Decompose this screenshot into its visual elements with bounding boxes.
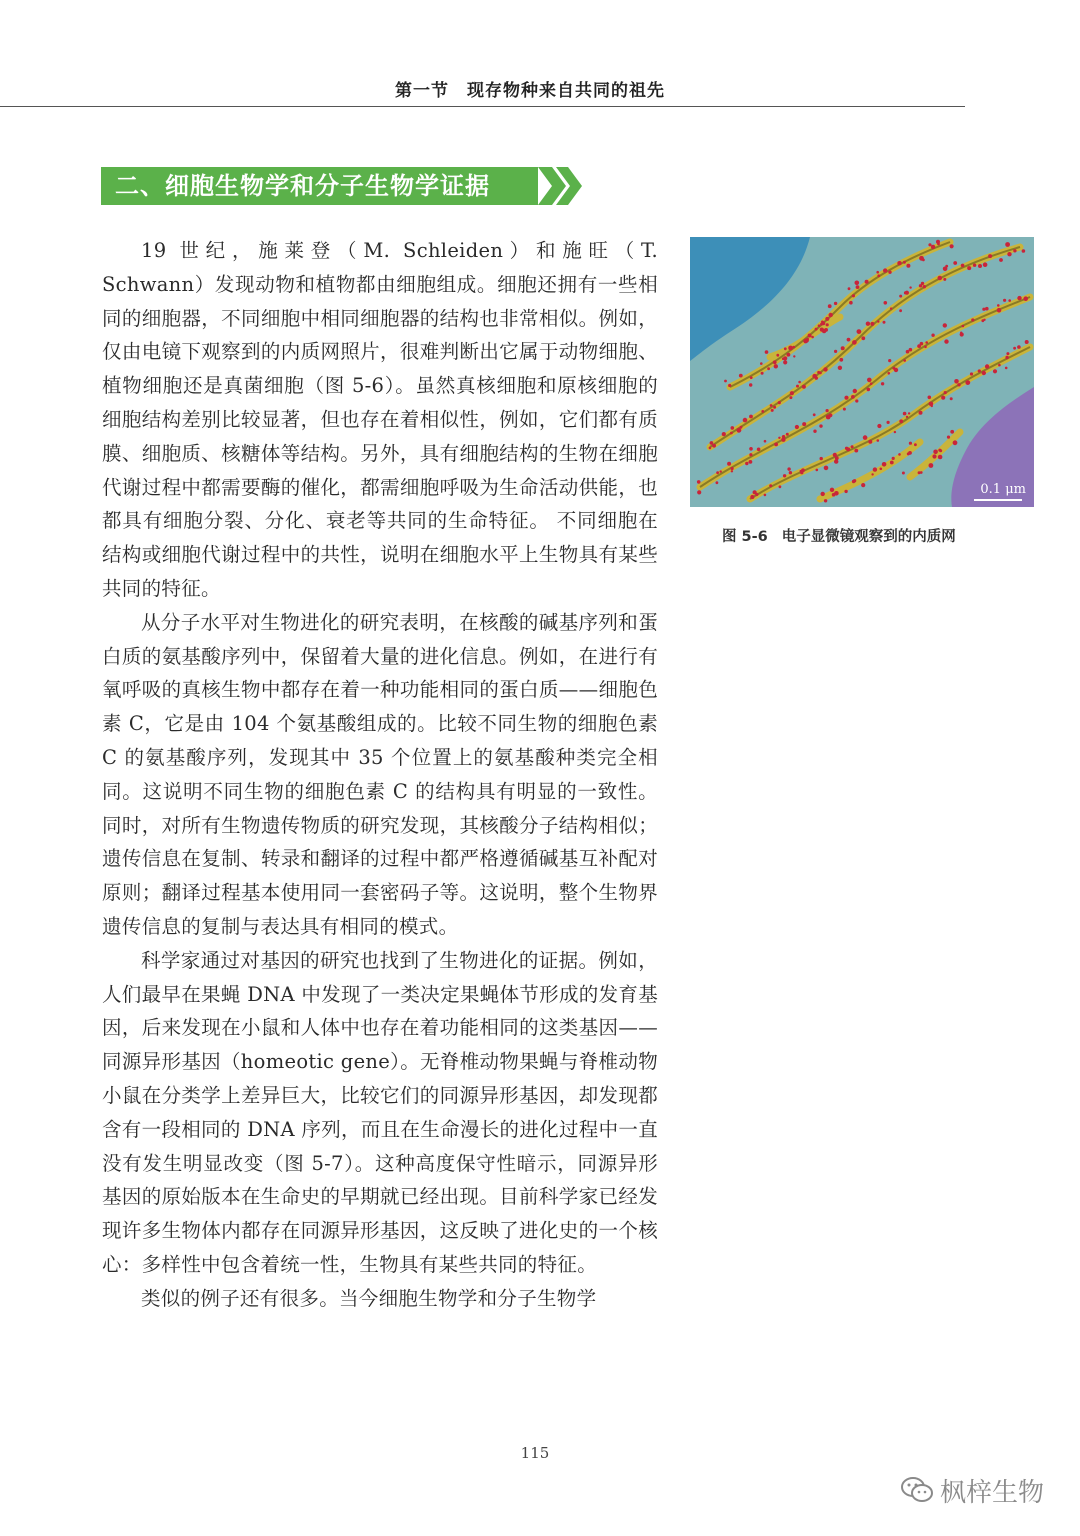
paragraph: 科学家通过对基因的研究也找到了生物进化的证据。例如，人们最早在果蝇 DNA 中发现了一类决定果蝇体节形成的发育基因，后来发现在小鼠和人体中也存在着功能相同的这类基因——同源异形基因（homeotic gene）。无脊椎动物果蝇与脊椎动物小鼠在分类学上差异巨大，比较它们的同源异形基因，却发现都含有一段相同的 DNA 序列，而且在生命漫长的进化过程中一直没有发生明显改变（图 5-7）。这种高度保守性暗示，同源异形基因的原始版本在生命史的早期就已经出现。目前科学家已经发现许多生物体内都存在同源异形基因，这反映了进化史的一个核心：多样性中包含着统一性，生物具有某些共同的特征。 (102, 948, 658, 1276)
ribosome-dot (789, 471, 792, 474)
ribosome-dot (750, 376, 753, 379)
ribosome-dot (784, 347, 787, 350)
ribosome-dot (978, 264, 982, 268)
ribosome-dot (877, 424, 881, 428)
ribosome-dot (833, 453, 837, 457)
ribosome-dot (731, 426, 735, 430)
ribosome-dot (774, 364, 778, 368)
ribosome-dot (939, 449, 942, 452)
ribosome-dot (771, 409, 774, 412)
ribosome-dot (887, 421, 890, 424)
ribosome-dot (953, 261, 957, 265)
ribosome-dot (844, 396, 848, 400)
ribosome-dot (823, 367, 827, 371)
ribosome-dot (808, 334, 812, 338)
ribosome-dot (841, 346, 845, 350)
ribosome-dot (931, 334, 934, 337)
ribosome-dot (892, 457, 895, 460)
ribosome-dot (845, 447, 848, 450)
ribosome-dot (716, 481, 719, 484)
ribosome-dot (1025, 340, 1029, 344)
ribosome-dot (857, 329, 862, 334)
watermark (900, 1470, 1044, 1510)
ribosome-dot (737, 428, 742, 433)
wechat-icon (900, 1475, 934, 1505)
ribosome-dot (933, 450, 938, 455)
ribosome-dot (923, 285, 926, 288)
ribosome-dot (999, 258, 1003, 262)
ribosome-dot (944, 391, 947, 394)
ribosome-dot (855, 281, 860, 286)
ribosome-dot (743, 418, 748, 423)
ribosome-dot (962, 325, 965, 328)
ribosome-dot (820, 457, 823, 460)
ribosome-dot (882, 462, 887, 467)
ribosome-dot (988, 254, 992, 258)
ribosome-dot (894, 368, 898, 372)
ribosome-dot (802, 385, 806, 389)
ribosome-dot (802, 422, 806, 426)
ribosome-dot (936, 240, 940, 244)
caption-number: 图 5-6 (722, 529, 768, 545)
ribosome-dot (761, 410, 764, 413)
ribosome-dot (816, 469, 819, 472)
ribosome-dot (739, 374, 743, 378)
ribosome-dot (760, 362, 763, 365)
ribosome-dot (712, 444, 716, 448)
ribosome-dot (749, 460, 753, 464)
ribosome-dot (1017, 345, 1021, 349)
ribosome-dot (811, 336, 814, 339)
ribosome-dot (834, 350, 837, 353)
running-head (0, 76, 965, 101)
ribosome-dot (947, 436, 950, 439)
ribosome-dot (944, 339, 948, 343)
ribosome-dot (829, 413, 833, 417)
ribosome-dot (908, 412, 910, 414)
ribosome-dot (774, 443, 778, 447)
ribosome-dot (835, 456, 839, 460)
ribosome-dot (765, 350, 769, 354)
ribosome-dot (778, 401, 781, 404)
ribosome-dot (866, 322, 870, 326)
ribosome-dot (954, 379, 959, 384)
ribosome-dot (1005, 356, 1008, 359)
ribosome-dot (1017, 296, 1021, 300)
ribosome-dot (932, 454, 936, 458)
ribosome-dot (950, 397, 953, 400)
ribosome-dot (790, 391, 794, 395)
ribosome-dot (953, 440, 958, 445)
ribosome-dot (786, 433, 789, 436)
ribosome-dot (906, 264, 910, 268)
ribosome-dot (834, 302, 837, 305)
ribosome-dot (1013, 249, 1016, 252)
ribosome-dot (894, 431, 896, 433)
ribosome-dot (919, 411, 923, 415)
ribosome-dot (745, 462, 748, 465)
ribosome-dot (899, 309, 902, 312)
ribosome-dot (783, 474, 786, 477)
ribosome-dot (997, 308, 1002, 313)
ribosome-dot (824, 328, 828, 332)
ribosome-dot (852, 340, 857, 345)
double-chevron-icon (536, 167, 586, 205)
ribosome-dot (883, 321, 886, 324)
scale-label: 0.1 μm (980, 482, 1026, 497)
ribosome-dot (918, 471, 921, 474)
ribosome-dot (867, 388, 871, 392)
ribosome-dot (931, 405, 933, 407)
ribosome-dot (826, 409, 829, 412)
ribosome-dot (943, 278, 946, 281)
paragraph: 19 世纪，施莱登（M. Schleiden）和施旺（T. Schwann）发现动物和植物都由细胞组成。细胞还拥有一些相同的细胞器，不同细胞中相同细胞器的结构也非常相似。例如，仅由电镜下观察到的内质网照片，很难判断出它属于动物细胞、植物细胞还是真菌细胞（图 5-6）。虽然真核细胞和原核细胞的细胞结构差别比较显著，但也存在着相似性，例如，它们都有质膜、细胞质、核糖体等结构。另外，具有细胞结构的生物在细胞代谢过程中都需要酶的催化，都需细胞呼吸为生命活动供能，也都具有细胞分裂、分化、衰老等共同的生命特征。 不同细胞在结构或细胞代谢过程中的共性，说明在细胞水平上生物具有某些共同的特征。 (102, 239, 658, 600)
ribosome-dot (983, 319, 985, 321)
ribosome-dot (950, 244, 954, 248)
ribosome-dot (755, 493, 758, 496)
ribosome-dot (905, 291, 909, 295)
ribosome-dot (834, 491, 839, 496)
ribosome-dot (776, 354, 779, 357)
ribosome-dot (855, 399, 858, 402)
ribosome-dot (899, 295, 902, 298)
ribosome-dot (961, 264, 965, 268)
ribosome-dot (903, 359, 906, 362)
ribosome-dot (787, 467, 790, 470)
ribosome-dot (965, 380, 970, 385)
ribosome-dot (881, 382, 884, 385)
ribosome-dot (749, 383, 752, 386)
ribosome-dot (779, 485, 782, 488)
ribosome-dot (985, 364, 989, 368)
ribosome-dot (870, 322, 874, 326)
ribosome-dot (938, 276, 943, 281)
ribosome-dot (720, 470, 722, 472)
ribosome-dot (761, 372, 764, 375)
ribosome-dot (890, 307, 892, 309)
ribosome-dot (931, 245, 935, 249)
ribosome-dot (798, 381, 801, 384)
ribosome-dot (820, 323, 823, 326)
figure-caption (722, 525, 1042, 546)
paragraph: 从分子水平对生物进化的研究表明，在核酸的碱基序列和蛋白质的氨基酸序列中，保留着大量的进化信息。例如，在进行有氧呼吸的真核生物中都存在着一种功能相同的蛋白质——细胞色素 C，它是由 104 个氨基酸组成的。比较不同生物的细胞色素 C 的氨基酸序列，发现其中 35 个位置上的氨基酸种类完全相同。这说明不同生物的细胞色素 C 的结构具有明显的一致性。同时，对所有生物遗传物质的研究发现，其核酸分子结构相似；遗传信息在复制、转录和翻译的过程中都严格遵循碱基互补配对原则；翻译过程基本使用同一套密码子等。这说明，整个生物界遗传信息的复制与表达具有相同的模式。 (102, 610, 658, 938)
ribosome-dot (899, 419, 903, 423)
section-number: 第一节 (395, 81, 449, 101)
ribosome-dot (824, 499, 827, 502)
ribosome-dot (727, 462, 731, 466)
ribosome-dot (861, 336, 865, 340)
ribosome-dot (877, 274, 880, 277)
ribosome-dot (852, 294, 855, 297)
ribosome-dot (909, 442, 912, 445)
ribosome-dot (749, 453, 752, 456)
ribosome-dot (722, 432, 726, 436)
ribosome-dot (873, 467, 877, 471)
page-number: 115 (520, 1444, 550, 1462)
ribosome-dot (749, 415, 753, 419)
section-title: 现存物种来自共同的祖先 (467, 81, 665, 101)
ribosome-dot (983, 262, 988, 267)
ribosome-dot (920, 342, 924, 346)
ribosome-dot (830, 488, 834, 492)
ribosome-dot (849, 301, 853, 305)
ribosome-dot (815, 328, 818, 331)
ribosome-dot (941, 396, 945, 400)
ribosome-dot (724, 380, 727, 383)
ribosome-dot (909, 348, 913, 352)
ribosome-dot (818, 324, 821, 327)
ribosome-dot (914, 443, 917, 446)
ribosome-dot (812, 374, 816, 378)
ribosome-dot (903, 261, 906, 264)
ribosome-dot (1023, 296, 1028, 301)
ribosome-dot (997, 304, 1000, 307)
ribosome-dot (865, 280, 869, 284)
ribosome-dot (1022, 249, 1026, 253)
ribosome-dot (971, 318, 974, 321)
ribosome-dot (839, 358, 843, 362)
ribosome-dot (819, 424, 822, 427)
ribosome-dot (863, 435, 868, 440)
ribosome-dot (824, 466, 829, 471)
ribosome-dot (928, 243, 931, 246)
ribosome-dot (793, 346, 796, 349)
ribosome-dot (788, 346, 793, 351)
ribosome-dot (973, 264, 976, 267)
ribosome-dot (782, 358, 785, 361)
scale-bar (974, 499, 1022, 501)
header-rule (0, 106, 965, 107)
ribosome-dot (888, 372, 891, 375)
ribosome-dot (978, 369, 981, 372)
ribosome-dot (844, 490, 847, 493)
ribosome-dot (925, 341, 928, 344)
ribosome-dot (783, 360, 787, 364)
ribosome-dot (800, 471, 803, 474)
ribosome-dot (880, 468, 883, 471)
ribosome-dot (821, 492, 825, 496)
ribosome-dot (902, 472, 905, 475)
ribosome-dot (888, 271, 891, 274)
ribosome-dot (950, 430, 954, 434)
ribosome-dot (851, 445, 854, 448)
ribosome-dot (773, 406, 776, 409)
ribosome-dot (985, 307, 989, 311)
ribosome-dot (970, 372, 973, 375)
ribosome-dot (877, 320, 879, 322)
ribosome-dot (957, 383, 960, 386)
ribosome-dot (906, 416, 908, 418)
ribosome-dot (770, 404, 773, 407)
ribosome-dot (728, 384, 731, 387)
em-micrograph (690, 237, 1034, 507)
ribosome-dot (1006, 352, 1009, 355)
ribosome-dot (787, 353, 791, 357)
ribosome-dot (851, 395, 855, 399)
ribosome-dot (710, 441, 714, 445)
ribosome-dot (945, 265, 948, 268)
ribosome-dot (813, 430, 816, 433)
ribosome-dot (750, 495, 754, 499)
ribosome-dot (716, 471, 719, 474)
ribosome-dot (764, 494, 767, 497)
ribosome-dot (697, 480, 701, 484)
caption-text: 电子显微镜观察到的内质网 (781, 529, 956, 545)
ribosome-dot (928, 396, 932, 400)
ribosome-dot (867, 378, 872, 383)
ribosome-dot (828, 304, 832, 308)
ribosome-dot (709, 447, 712, 450)
body-text (102, 234, 658, 1316)
ribosome-dot (819, 372, 822, 375)
ribosome-dot (1007, 252, 1011, 256)
ribosome-dot (993, 369, 997, 373)
ribosome-dot (829, 313, 833, 317)
ribosome-dot (908, 451, 912, 455)
ribosome-dot (870, 382, 873, 385)
ribosome-dot (843, 408, 846, 411)
ribosome-dot (826, 323, 829, 326)
ribosome-dot (764, 440, 767, 443)
ribosome-dot (854, 449, 858, 453)
ribosome-dot (943, 323, 947, 327)
ribosome-dot (897, 261, 901, 265)
ribosome-dot (903, 412, 907, 416)
ribosome-dot (871, 473, 873, 475)
section-banner: 二、细胞生物学和分子生物学证据 (101, 167, 538, 205)
ribosome-dot (825, 317, 829, 321)
ribosome-dot (1005, 367, 1008, 370)
ribosome-dot (813, 413, 816, 416)
ribosome-dot (929, 463, 934, 468)
ribosome-dot (883, 268, 887, 272)
ribosome-dot (861, 483, 865, 487)
ribosome-dot (898, 453, 901, 456)
ribosome-dot (769, 484, 772, 487)
ribosome-dot (781, 438, 785, 442)
ribosome-dot (890, 461, 894, 465)
ribosome-dot (805, 338, 809, 342)
ribosome-dot (757, 448, 761, 452)
ribosome-dot (795, 425, 799, 429)
ribosome-dot (884, 301, 888, 305)
ribosome-dot (938, 455, 943, 460)
ribosome-dot (856, 285, 860, 289)
ribosome-dot (960, 332, 962, 334)
ribosome-dot (909, 286, 911, 288)
ribosome-dot (853, 389, 857, 393)
ribosome-dot (1003, 299, 1006, 302)
ribosome-dot (1008, 299, 1011, 302)
ribosome-dot (876, 271, 879, 274)
ribosome-dot (767, 367, 770, 370)
ribosome-dot (820, 328, 824, 332)
ribosome-dot (919, 284, 922, 287)
ribosome-dot (852, 480, 855, 483)
ribosome-dot (838, 366, 842, 370)
ribosome-dot (924, 346, 927, 349)
ribosome-dot (868, 440, 872, 444)
ribosome-dot (922, 259, 925, 262)
ribosome-dot (982, 308, 985, 311)
ribosome-dot (847, 338, 851, 342)
ribosome-dot (848, 287, 851, 290)
paragraph: 类似的例子还有很多。当今细胞生物学和分子生物学 (141, 1286, 597, 1310)
ribosome-dot (998, 364, 1001, 367)
ribosome-dot (982, 371, 986, 375)
ribosome-dot (888, 359, 891, 362)
ribosome-dot (731, 467, 734, 470)
ribosome-dot (749, 447, 753, 451)
ribosome-dot (1005, 242, 1010, 247)
ribosome-dot (731, 470, 733, 472)
ribosome-dot (730, 432, 733, 435)
watermark-text: 枫梓生物 (940, 1477, 1045, 1508)
ribosome-dot (793, 355, 795, 357)
ribosome-dot (697, 490, 701, 494)
micrograph-image (690, 237, 1034, 507)
ribosome-dot (877, 439, 880, 442)
ribosome-dot (773, 360, 777, 364)
ribosome-dot (789, 396, 792, 399)
ribosome-dot (1013, 347, 1016, 350)
ribosome-dot (778, 437, 780, 439)
ribosome-dot (834, 459, 838, 463)
ribosome-dot (796, 385, 799, 388)
ribosome-dot (967, 266, 971, 270)
